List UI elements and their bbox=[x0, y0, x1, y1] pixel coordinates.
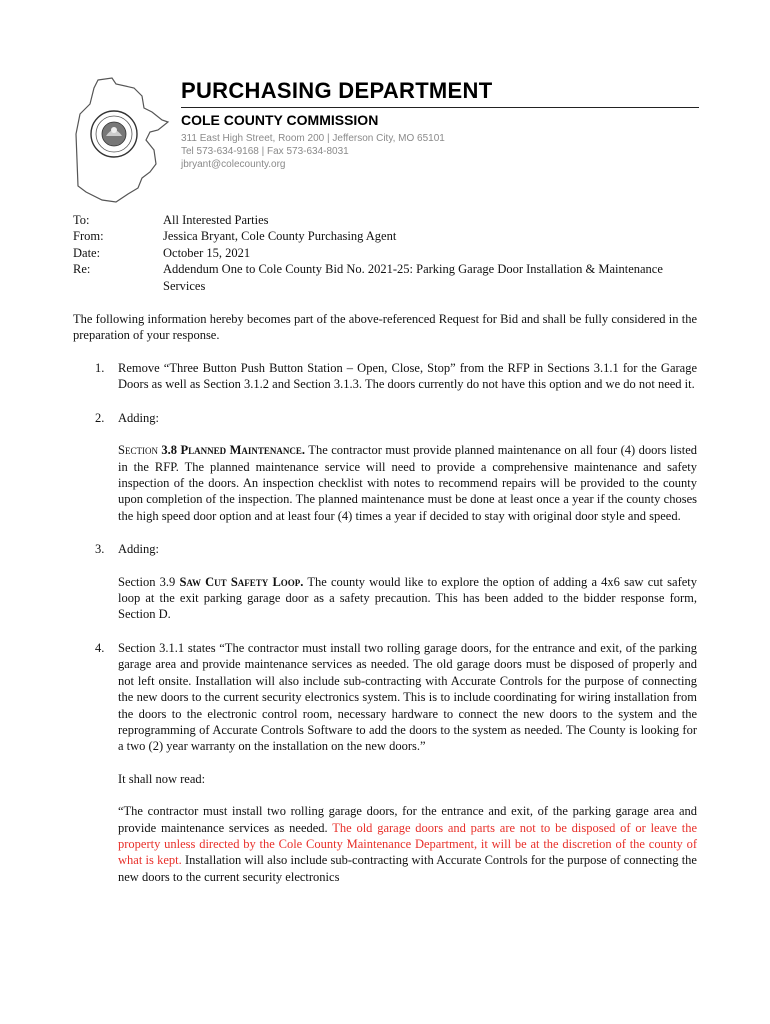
intro-paragraph bbox=[73, 311, 697, 344]
revised-paragraph bbox=[118, 803, 697, 885]
section-number: 3.8 bbox=[161, 443, 178, 458]
memo-date-row bbox=[73, 245, 723, 261]
item-number: 3. bbox=[95, 542, 105, 557]
cole-county-seal-logo bbox=[72, 74, 172, 204]
item-text: Section 3.1.1 states “The contractor must install two rolling garage doors, for the entrance and exit, of the parking garage area and provide maintenance services as needed. The old garage doors must be disposed of properly and not left onsite. Installation will also include sub-contracting with Accurate Controls for the purpose of connecting the new doors to the current security electronics system. This is to include coordinating for wiring installation from the doors to the electronic control room, necessary hardware to connect the new doors to the system and the reprogramming of Accurate Controls Software to add the doors to the system as needed. The County is looking for a two (2) year warranty on the installation on the new doors.” bbox=[118, 640, 697, 754]
list-item bbox=[95, 360, 697, 393]
memo-date-value: October 15, 2021 bbox=[163, 245, 251, 260]
section-paragraph bbox=[118, 574, 697, 623]
intro-text: The following information hereby becomes part of the above-referenced Request for Bid and shall be fully considered in the preparation of your response. bbox=[73, 312, 697, 343]
memo-re-value: Addendum One to Cole County Bid No. 2021-25: Parking Garage Door Installation & Maintenance Services bbox=[163, 262, 663, 293]
memo-re-row bbox=[73, 261, 723, 294]
memo-header bbox=[73, 212, 723, 294]
item-text: Adding: bbox=[118, 542, 159, 557]
section-title: Planned Maintenance. bbox=[180, 443, 306, 458]
memo-to-label: To: bbox=[73, 213, 90, 227]
memo-from-row bbox=[73, 228, 723, 244]
revised-text-highlight: The old garage doors and parts are not to be disposed of or leave the property unless directed by the Cole County Maintenance Department, it will be at the discretion of the county of what is kept. bbox=[118, 820, 697, 868]
memo-from-value: Jessica Bryant, Cole County Purchasing Agent bbox=[163, 229, 397, 244]
item-number: 4. bbox=[95, 640, 105, 655]
item-text: Remove “Three Button Push Button Station – Open, Close, Stop” from the RFP in Sections 3.1.1 for the Garage Doors as well as Section 3.1.2 and Section 3.1.3. The doors currently do not have this option and we do not need it. bbox=[118, 361, 697, 392]
memo-date-label: Date: bbox=[73, 245, 101, 260]
list-item bbox=[95, 410, 697, 524]
item-text: Adding: bbox=[118, 410, 159, 425]
item-number: 1. bbox=[95, 361, 105, 375]
revised-text-end: Installation will also include sub-contracting with Accurate Controls for the purpose of connecting the new doors to the current security electronics bbox=[118, 853, 697, 884]
list-item bbox=[95, 640, 697, 885]
revised-text-start: “The contractor must install two rolling garage doors, for the entrance and exit, of the parking garage area and provide maintenance services as needed. bbox=[118, 804, 697, 835]
now-read-text: It shall now read: bbox=[118, 771, 206, 786]
commission-name: COLE COUNTY COMMISSION bbox=[181, 112, 379, 128]
list-item bbox=[95, 541, 697, 623]
memo-to-row bbox=[73, 212, 723, 228]
section-body: The contractor must provide planned maintenance on all four (4) doors listed in the RFP. The planned maintenance service will need to provide a comprehensive maintenance and safety inspection of the doors. An inspection checklist with notes to recommend repairs will be provided to the county upon completion of the inspection. The planned maintenance must be done at least once a year if the county choses the high speed door option and at least four (4) times a year if decided to stay with original door style and speed. bbox=[118, 443, 697, 523]
address: 311 East High Street, Room 200 | Jefferson City, MO 65101 bbox=[181, 133, 445, 144]
contact-block bbox=[181, 132, 445, 171]
section-body: The county would like to explore the option of adding a 4x6 saw cut safety loop at the exit parking garage door as a safety precaution. This has been added to the bidder response form, Section D. bbox=[118, 574, 698, 622]
memo-re-label: Re: bbox=[73, 262, 91, 277]
section-title: Saw Cut Safety Loop. bbox=[179, 574, 304, 589]
section-paragraph bbox=[118, 442, 697, 524]
addendum-items-list bbox=[95, 360, 697, 885]
phone-fax: Tel 573-634-9168 | Fax 573-634-8031 bbox=[181, 146, 349, 157]
header-divider bbox=[181, 107, 699, 108]
memo-to-value: All Interested Parties bbox=[163, 213, 269, 227]
department-title: PURCHASING DEPARTMENT bbox=[181, 78, 493, 103]
item-number: 2. bbox=[95, 410, 105, 425]
memo-from-label: From: bbox=[73, 229, 104, 244]
email: jbryant@colecounty.org bbox=[181, 159, 286, 170]
section-prefix: Section bbox=[118, 443, 158, 458]
section-prefix: Section 3.9 bbox=[118, 574, 176, 589]
